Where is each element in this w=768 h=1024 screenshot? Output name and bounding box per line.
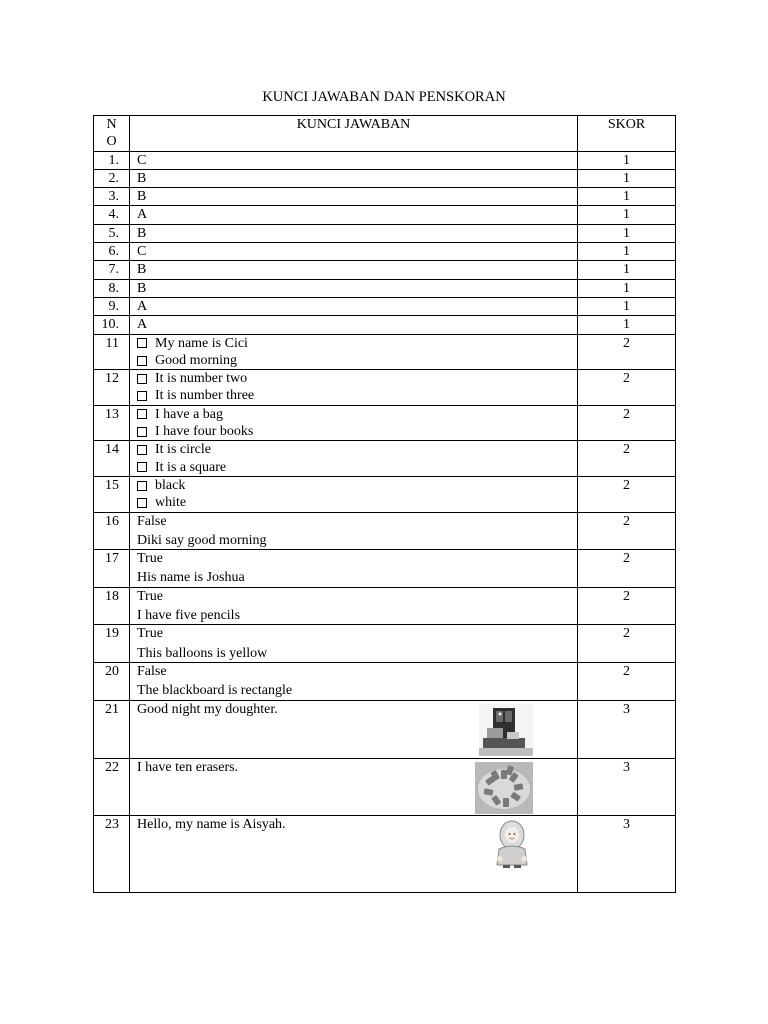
- table-row: [94, 206, 676, 224]
- row-score: 1: [578, 279, 676, 297]
- row-number: 10.: [94, 316, 130, 334]
- row-score: 1: [578, 261, 676, 279]
- row-number: 12: [94, 370, 130, 406]
- picture-sentence: I have ten erasers.: [137, 759, 239, 775]
- option-text: white: [155, 495, 187, 511]
- table-row: [94, 151, 676, 169]
- header-kunci-jawaban: KUNCI JAWABAN: [130, 116, 578, 152]
- option-text: It is a square: [155, 459, 227, 475]
- header-skor: SKOR: [578, 116, 676, 152]
- row-number: 19: [94, 625, 130, 663]
- bedroom-window-night-picture: [479, 704, 533, 756]
- table-row: [94, 587, 676, 625]
- verdict-text: True: [137, 626, 163, 642]
- row-score: 1: [578, 206, 676, 224]
- checkbox-icon: [137, 462, 147, 472]
- row-answer: B: [130, 188, 578, 206]
- table-row: [94, 550, 676, 588]
- row-answer: [130, 370, 578, 406]
- row-score: 2: [578, 662, 676, 700]
- checkbox-icon: [137, 445, 147, 455]
- correction-text: I have five pencils: [137, 608, 241, 624]
- row-answer: B: [130, 279, 578, 297]
- row-score: 1: [578, 243, 676, 261]
- table-row: [94, 476, 676, 512]
- option-text: I have four books: [155, 424, 254, 440]
- row-score: 3: [578, 700, 676, 758]
- table-row: [94, 334, 676, 370]
- row-number: 13: [94, 405, 130, 441]
- row-score: 3: [578, 815, 676, 892]
- row-number: 5.: [94, 224, 130, 242]
- checkbox-icon: [137, 498, 147, 508]
- row-score: 1: [578, 151, 676, 169]
- erasers-in-circle-picture: [475, 762, 533, 814]
- table-row: [94, 625, 676, 663]
- row-score: 2: [578, 441, 676, 477]
- checkbox-icon: [137, 356, 147, 366]
- row-answer: [130, 662, 578, 700]
- checkbox-icon: [137, 481, 147, 491]
- row-answer: [130, 625, 578, 663]
- row-score: 2: [578, 334, 676, 370]
- row-score: 1: [578, 224, 676, 242]
- correction-text: His name is Joshua: [137, 570, 245, 586]
- checkbox-icon: [137, 338, 147, 348]
- row-score: 2: [578, 512, 676, 550]
- row-score: 2: [578, 625, 676, 663]
- row-score: 2: [578, 476, 676, 512]
- header-no: N O: [94, 116, 130, 152]
- row-number: 17: [94, 550, 130, 588]
- table-row: [94, 405, 676, 441]
- row-answer: [130, 700, 578, 758]
- row-number: 1.: [94, 151, 130, 169]
- table-row: [94, 441, 676, 477]
- row-number: 3.: [94, 188, 130, 206]
- table-row: [94, 370, 676, 406]
- row-answer: [130, 334, 578, 370]
- option-text: Good morning: [155, 352, 238, 368]
- table-row: [94, 316, 676, 334]
- table-header-row: [94, 116, 676, 152]
- row-score: 3: [578, 758, 676, 815]
- picture-sentence: Good night my doughter.: [137, 701, 278, 717]
- row-number: 7.: [94, 261, 130, 279]
- correction-text: The blackboard is rectangle: [137, 683, 293, 699]
- row-number: 8.: [94, 279, 130, 297]
- girl-in-hijab-picture: [491, 819, 533, 869]
- row-number: 14: [94, 441, 130, 477]
- table-row: [94, 188, 676, 206]
- option-text: It is circle: [155, 442, 211, 458]
- checkbox-icon: [137, 391, 147, 401]
- page-title: KUNCI JAWABAN DAN PENSKORAN: [262, 89, 506, 105]
- row-answer: A: [130, 206, 578, 224]
- verdict-text: False: [137, 513, 167, 529]
- row-score: 2: [578, 405, 676, 441]
- row-number: 11: [94, 334, 130, 370]
- table-row: [94, 815, 676, 892]
- row-answer: [130, 815, 578, 892]
- table-row: [94, 261, 676, 279]
- row-answer: [130, 587, 578, 625]
- option-text: It is number two: [155, 371, 248, 387]
- table-row: [94, 243, 676, 261]
- row-number: 15: [94, 476, 130, 512]
- row-score: 1: [578, 169, 676, 187]
- row-answer: [130, 476, 578, 512]
- row-answer: [130, 550, 578, 588]
- option-text: It is number three: [155, 388, 255, 404]
- option-text: I have a bag: [155, 406, 224, 422]
- row-answer: [130, 758, 578, 815]
- row-number: 16: [94, 512, 130, 550]
- verdict-text: False: [137, 663, 167, 679]
- row-answer: [130, 441, 578, 477]
- row-number: 23: [94, 815, 130, 892]
- row-number: 18: [94, 587, 130, 625]
- correction-text: Diki say good morning: [137, 532, 267, 548]
- verdict-text: True: [137, 551, 163, 567]
- row-score: 2: [578, 587, 676, 625]
- row-number: 21: [94, 700, 130, 758]
- table-row: [94, 512, 676, 550]
- row-score: 2: [578, 550, 676, 588]
- verdict-text: True: [137, 588, 163, 604]
- row-answer: A: [130, 316, 578, 334]
- checkbox-icon: [137, 427, 147, 437]
- row-number: 6.: [94, 243, 130, 261]
- row-score: 1: [578, 297, 676, 315]
- option-text: black: [155, 477, 186, 493]
- table-row: [94, 297, 676, 315]
- option-text: My name is Cici: [155, 335, 248, 351]
- row-answer: B: [130, 224, 578, 242]
- table-row: [94, 169, 676, 187]
- row-number: 4.: [94, 206, 130, 224]
- checkbox-icon: [137, 409, 147, 419]
- row-answer: B: [130, 169, 578, 187]
- table-row: [94, 662, 676, 700]
- row-answer: [130, 512, 578, 550]
- table-row: [94, 700, 676, 758]
- row-number: 20: [94, 662, 130, 700]
- row-score: 1: [578, 188, 676, 206]
- table-row: [94, 224, 676, 242]
- table-row: [94, 758, 676, 815]
- row-answer: C: [130, 243, 578, 261]
- checkbox-icon: [137, 374, 147, 384]
- row-answer: [130, 405, 578, 441]
- row-answer: C: [130, 151, 578, 169]
- row-number: 22: [94, 758, 130, 815]
- row-number: 2.: [94, 169, 130, 187]
- row-score: 1: [578, 316, 676, 334]
- row-answer: A: [130, 297, 578, 315]
- row-number: 9.: [94, 297, 130, 315]
- answer-key-table: [93, 115, 676, 893]
- table-row: [94, 279, 676, 297]
- row-score: 2: [578, 370, 676, 406]
- correction-text: This balloons is yellow: [137, 645, 268, 661]
- row-answer: B: [130, 261, 578, 279]
- picture-sentence: Hello, my name is Aisyah.: [137, 816, 286, 832]
